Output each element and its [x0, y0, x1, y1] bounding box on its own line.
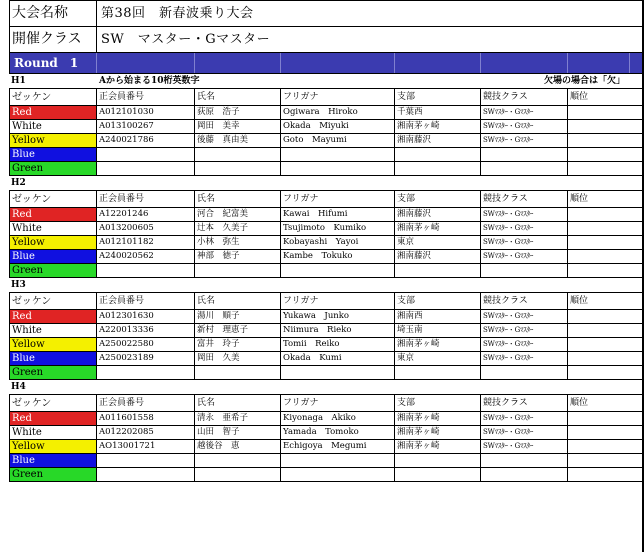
member-id: A012101030: [97, 106, 195, 120]
rank-field[interactable]: [568, 222, 644, 236]
member-id: A250023189: [97, 352, 195, 366]
rank-field[interactable]: [568, 454, 644, 468]
bib-color: Red: [10, 412, 97, 426]
competition-class: SWﾏｽﾀｰ・Gﾏｽﾀｰ: [481, 352, 568, 366]
rank-field[interactable]: [568, 236, 644, 250]
member-id: [97, 264, 195, 278]
column-header: 支部: [395, 89, 481, 106]
table-row: [10, 338, 644, 352]
column-header: 支部: [395, 395, 481, 412]
bib-color: Green: [10, 366, 97, 380]
athlete-name: 小林 弥生: [195, 236, 281, 250]
table-row: [10, 310, 644, 324]
athlete-kana: [281, 264, 395, 278]
rank-field[interactable]: [568, 106, 644, 120]
athlete-kana: Kiyonaga Akiko: [281, 412, 395, 426]
bib-color: Blue: [10, 250, 97, 264]
table-row: [10, 440, 644, 454]
column-header: ゼッケン: [10, 293, 97, 310]
table-row: [10, 106, 644, 120]
column-header: 競技クラス: [481, 89, 568, 106]
branch: 湘南茅ヶ崎: [395, 412, 481, 426]
competition-class: SWﾏｽﾀｰ・Gﾏｽﾀｰ: [481, 106, 568, 120]
bib-color: Green: [10, 264, 97, 278]
table-row: [10, 208, 644, 222]
branch: 埼玉南: [395, 324, 481, 338]
athlete-name: [195, 366, 281, 380]
branch: [395, 264, 481, 278]
branch: 湘南藤沢: [395, 250, 481, 264]
column-header: 支部: [395, 191, 481, 208]
column-header: 順位: [568, 191, 644, 208]
table-row: [10, 324, 644, 338]
table-row: [10, 250, 644, 264]
competition-class: SWﾏｽﾀｰ・Gﾏｽﾀｰ: [481, 120, 568, 134]
athlete-kana: [281, 162, 395, 176]
branch: 千葉西: [395, 106, 481, 120]
athlete-name: [195, 148, 281, 162]
branch: 湘南茅ヶ崎: [395, 426, 481, 440]
member-id: [97, 468, 195, 482]
athlete-kana: Kambe Tokuko: [281, 250, 395, 264]
member-id: A220013336: [97, 324, 195, 338]
column-header: 順位: [568, 89, 644, 106]
athlete-name: 山田 智子: [195, 426, 281, 440]
member-id: A012101182: [97, 236, 195, 250]
competition-class: SWﾏｽﾀｰ・Gﾏｽﾀｰ: [481, 222, 568, 236]
table-header-row: [10, 191, 644, 208]
column-header: 競技クラス: [481, 395, 568, 412]
column-header: 氏名: [195, 395, 281, 412]
member-id: [97, 162, 195, 176]
heat-header: [9, 380, 644, 394]
entry-sheet: [9, 0, 644, 482]
athlete-name: [195, 264, 281, 278]
table-row: [10, 426, 644, 440]
athlete-kana: Echigoya Megumi: [281, 440, 395, 454]
event-class-value: SW マスター・Gマスター: [101, 32, 271, 47]
rank-field[interactable]: [568, 366, 644, 380]
column-header: ゼッケン: [10, 395, 97, 412]
rank-field[interactable]: [568, 250, 644, 264]
column-header: フリガナ: [281, 293, 395, 310]
member-id: A012301630: [97, 310, 195, 324]
competition-class: SWﾏｽﾀｰ・Gﾏｽﾀｰ: [481, 134, 568, 148]
table-row: [10, 120, 644, 134]
member-id: A013100267: [97, 120, 195, 134]
competition-class: SWﾏｽﾀｰ・Gﾏｽﾀｰ: [481, 250, 568, 264]
column-header: 氏名: [195, 191, 281, 208]
column-header: 順位: [568, 293, 644, 310]
athlete-kana: Tsujimoto Kumiko: [281, 222, 395, 236]
rank-field[interactable]: [568, 426, 644, 440]
rank-field[interactable]: [568, 352, 644, 366]
column-header: 正会員番号: [97, 191, 195, 208]
rank-field[interactable]: [568, 208, 644, 222]
athlete-kana: Ogiwara Hiroko: [281, 106, 395, 120]
table-row: [10, 236, 644, 250]
column-header: 支部: [395, 293, 481, 310]
athlete-name: 神部 徳子: [195, 250, 281, 264]
competition-class: [481, 162, 568, 176]
column-header: 氏名: [195, 89, 281, 106]
event-name-label: 大会名称: [10, 1, 97, 26]
competition-class: [481, 148, 568, 162]
heat-table: [9, 394, 644, 482]
bib-color: White: [10, 426, 97, 440]
rank-field[interactable]: [568, 162, 644, 176]
bib-color: Red: [10, 106, 97, 120]
bib-color: Blue: [10, 352, 97, 366]
bib-color: White: [10, 324, 97, 338]
heat-table: [9, 190, 644, 278]
athlete-name: 清永 亜希子: [195, 412, 281, 426]
competition-class: SWﾏｽﾀｰ・Gﾏｽﾀｰ: [481, 208, 568, 222]
branch: 湘南茅ヶ崎: [395, 440, 481, 454]
competition-class: SWﾏｽﾀｰ・Gﾏｽﾀｰ: [481, 310, 568, 324]
athlete-kana: Yamada Tomoko: [281, 426, 395, 440]
athlete-kana: Kobayashi Yayoi: [281, 236, 395, 250]
bib-color: Blue: [10, 454, 97, 468]
competition-class: SWﾏｽﾀｰ・Gﾏｽﾀｰ: [481, 440, 568, 454]
athlete-name: [195, 454, 281, 468]
round-header-bar: [9, 53, 644, 74]
bib-color: Blue: [10, 148, 97, 162]
table-header-row: [10, 89, 644, 106]
member-id: A12201246: [97, 208, 195, 222]
rank-field[interactable]: [568, 264, 644, 278]
bib-color: Yellow: [10, 236, 97, 250]
bib-color: Yellow: [10, 134, 97, 148]
table-row: [10, 264, 644, 278]
table-row: [10, 454, 644, 468]
round-title: Round 1: [10, 53, 97, 73]
athlete-kana: Kawai Hifumi: [281, 208, 395, 222]
heat-groups: [9, 74, 644, 482]
athlete-name: 新村 理恵子: [195, 324, 281, 338]
competition-class: SWﾏｽﾀｰ・Gﾏｽﾀｰ: [481, 236, 568, 250]
member-id: [97, 454, 195, 468]
competition-class: [481, 468, 568, 482]
table-row: [10, 366, 644, 380]
bib-color: Yellow: [10, 440, 97, 454]
heat-header: [9, 176, 644, 190]
athlete-kana: [281, 454, 395, 468]
athlete-name: 辻本 久美子: [195, 222, 281, 236]
member-id: A012202085: [97, 426, 195, 440]
athlete-kana: Yukawa Junko: [281, 310, 395, 324]
member-id-note: Aから始まる10桁英数字: [99, 76, 200, 86]
branch: [395, 162, 481, 176]
bib-color: Green: [10, 468, 97, 482]
branch: [395, 468, 481, 482]
column-header: ゼッケン: [10, 191, 97, 208]
column-header: 順位: [568, 395, 644, 412]
event-name-value: 第38回 新春波乗り大会: [101, 6, 254, 21]
athlete-name: [195, 468, 281, 482]
column-header: 正会員番号: [97, 293, 195, 310]
branch: 東京: [395, 352, 481, 366]
branch: 湘南茅ヶ崎: [395, 222, 481, 236]
rank-field[interactable]: [568, 310, 644, 324]
competition-class: [481, 264, 568, 278]
event-class-row: [9, 27, 644, 53]
rank-field[interactable]: [568, 440, 644, 454]
rank-field[interactable]: [568, 134, 644, 148]
table-row: [10, 162, 644, 176]
column-header: フリガナ: [281, 395, 395, 412]
column-header: 正会員番号: [97, 89, 195, 106]
branch: 湘南西: [395, 310, 481, 324]
bib-color: Yellow: [10, 338, 97, 352]
member-id: A011601558: [97, 412, 195, 426]
bib-color: Green: [10, 162, 97, 176]
athlete-kana: [281, 148, 395, 162]
table-header-row: [10, 293, 644, 310]
member-id: A250022580: [97, 338, 195, 352]
table-row: [10, 468, 644, 482]
column-header: ゼッケン: [10, 89, 97, 106]
athlete-kana: Okada Miyuki: [281, 120, 395, 134]
table-row: [10, 222, 644, 236]
athlete-kana: Tomii Reiko: [281, 338, 395, 352]
column-header: 競技クラス: [481, 191, 568, 208]
branch: 東京: [395, 236, 481, 250]
event-class-label: 開催クラス: [10, 27, 97, 52]
competition-class: SWﾏｽﾀｰ・Gﾏｽﾀｰ: [481, 426, 568, 440]
branch: 湘南茅ヶ崎: [395, 338, 481, 352]
rank-field[interactable]: [568, 148, 644, 162]
athlete-kana: Okada Kumi: [281, 352, 395, 366]
athlete-kana: Niimura Rieko: [281, 324, 395, 338]
rank-field[interactable]: [568, 338, 644, 352]
athlete-kana: [281, 468, 395, 482]
event-name-row: [9, 0, 644, 27]
competition-class: [481, 454, 568, 468]
athlete-name: 河合 紀富美: [195, 208, 281, 222]
heat-name: H2: [11, 178, 26, 188]
heat-name: H4: [11, 382, 26, 392]
athlete-name: 荻原 浩子: [195, 106, 281, 120]
heat-table: [9, 292, 644, 380]
heat-header: [9, 278, 644, 292]
member-id: [97, 366, 195, 380]
rank-field[interactable]: [568, 324, 644, 338]
athlete-name: 富井 玲子: [195, 338, 281, 352]
competition-class: [481, 366, 568, 380]
member-id: [97, 148, 195, 162]
rank-field[interactable]: [568, 412, 644, 426]
table-header-row: [10, 395, 644, 412]
table-row: [10, 134, 644, 148]
athlete-name: 越後谷 恵: [195, 440, 281, 454]
athlete-name: [195, 162, 281, 176]
heat-name: H3: [11, 280, 26, 290]
column-header: フリガナ: [281, 89, 395, 106]
member-id: A240020562: [97, 250, 195, 264]
branch: 湘南藤沢: [395, 208, 481, 222]
heat-name: H1: [11, 76, 26, 86]
heat-header: [9, 74, 644, 88]
bib-color: White: [10, 120, 97, 134]
table-row: [10, 352, 644, 366]
athlete-kana: [281, 366, 395, 380]
column-header: 正会員番号: [97, 395, 195, 412]
branch: 湘南茅ヶ崎: [395, 120, 481, 134]
member-id: A013200605: [97, 222, 195, 236]
rank-field[interactable]: [568, 120, 644, 134]
bib-color: White: [10, 222, 97, 236]
branch: [395, 366, 481, 380]
heat-table: [9, 88, 644, 176]
table-row: [10, 148, 644, 162]
column-header: 氏名: [195, 293, 281, 310]
member-id: A240021786: [97, 134, 195, 148]
bib-color: Red: [10, 310, 97, 324]
member-id: AO13001721: [97, 440, 195, 454]
table-row: [10, 412, 644, 426]
athlete-name: 岡田 久美: [195, 352, 281, 366]
athlete-name: 湯川 順子: [195, 310, 281, 324]
competition-class: SWﾏｽﾀｰ・Gﾏｽﾀｰ: [481, 412, 568, 426]
athlete-name: 後藤 真由美: [195, 134, 281, 148]
bib-color: Red: [10, 208, 97, 222]
column-header: フリガナ: [281, 191, 395, 208]
absent-note: 欠場の場合は「欠」: [544, 76, 626, 86]
athlete-kana: Goto Mayumi: [281, 134, 395, 148]
column-header: 競技クラス: [481, 293, 568, 310]
branch: [395, 454, 481, 468]
branch: 湘南藤沢: [395, 134, 481, 148]
athlete-name: 岡田 美幸: [195, 120, 281, 134]
rank-field[interactable]: [568, 468, 644, 482]
branch: [395, 148, 481, 162]
competition-class: SWﾏｽﾀｰ・Gﾏｽﾀｰ: [481, 338, 568, 352]
competition-class: SWﾏｽﾀｰ・Gﾏｽﾀｰ: [481, 324, 568, 338]
